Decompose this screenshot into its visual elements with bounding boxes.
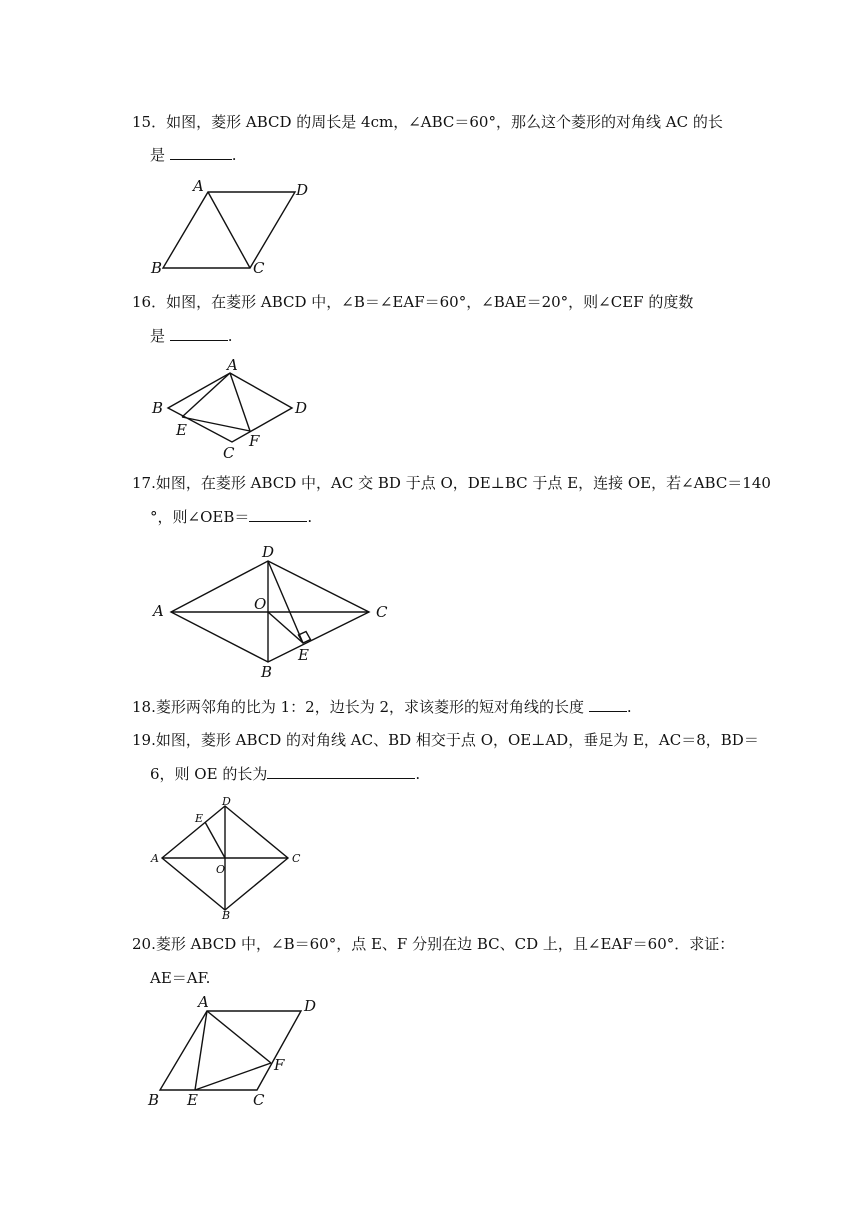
q15-label-a: A <box>193 177 204 195</box>
q16-label-d: D <box>295 399 308 417</box>
q20-label-d: D <box>304 997 317 1015</box>
q16-label-e: E <box>176 421 187 439</box>
q20-line2 <box>150 968 210 988</box>
q19-line1 <box>132 730 759 750</box>
q16-figure <box>140 355 320 460</box>
q20-number: 20. <box>132 935 156 953</box>
q19-line2 <box>150 764 420 784</box>
q19-label-o: O <box>216 863 226 876</box>
q17-label-b: B <box>261 663 273 681</box>
q17-label-a: A <box>153 602 164 620</box>
q15-text: 如图，菱形 ABCD 的周长是 4cm，∠ABC＝60°，那么这个菱形的对角线 AC 的长 <box>166 113 723 131</box>
q19-answer-blank <box>267 764 415 779</box>
q16-line2-before: 是 <box>150 327 166 345</box>
q16-label-c: C <box>223 444 235 462</box>
q17-line1 <box>132 473 771 493</box>
q16-segment-ef <box>182 417 250 431</box>
q20-line1 <box>132 934 734 954</box>
q19-number: 19. <box>132 731 156 749</box>
q16-line2 <box>150 326 233 346</box>
q16-label-f: F <box>249 432 260 450</box>
q16-line2-after: . <box>227 327 233 345</box>
q17-line2 <box>150 507 312 527</box>
q19-label-e: E <box>195 812 204 825</box>
q19-label-a: A <box>151 852 159 865</box>
q15-answer-blank <box>170 145 232 160</box>
q20-label-e: E <box>187 1091 198 1109</box>
q20-line2-text: AE＝AF. <box>150 969 211 987</box>
q19-line2-after: . <box>415 765 421 783</box>
q16-answer-blank <box>170 326 228 341</box>
q16-segment-ae <box>182 373 230 417</box>
q16-line1 <box>132 292 693 312</box>
q19-label-c: C <box>292 852 301 865</box>
q18-number: 18. <box>132 698 156 716</box>
q20-label-b: B <box>148 1091 160 1109</box>
q18-line1-after: . <box>626 698 632 716</box>
q17-text: 如图，在菱形 ABCD 中，AC 交 BD 于点 O，DE⊥BC 于点 E，连接 OE，若∠ABC＝140 <box>155 474 771 492</box>
q17-number: 17. <box>132 474 156 492</box>
q19-label-d: D <box>222 795 231 808</box>
q17-label-o: O <box>254 595 267 613</box>
q15-label-c: C <box>253 259 265 277</box>
q15-line1 <box>132 112 723 132</box>
q20-segment-af <box>207 1011 271 1063</box>
q20-label-f: F <box>274 1056 285 1074</box>
q15-line2 <box>150 145 237 165</box>
q17-line2-after: . <box>307 508 313 526</box>
q17-label-d: D <box>262 543 275 561</box>
q17-label-c: C <box>376 603 388 621</box>
q17-segment-de <box>268 561 303 643</box>
q17-figure <box>145 540 405 685</box>
q15-diagonal-ac <box>208 192 250 268</box>
q17-label-e: E <box>298 646 309 664</box>
q19-figure <box>145 795 315 925</box>
q15-label-d: D <box>296 181 309 199</box>
q19-line2-before: 6，则 OE 的长为 <box>150 765 268 783</box>
q20-segment-ae <box>195 1011 207 1090</box>
q15-label-b: B <box>151 259 163 277</box>
q19-segment-oe <box>205 822 225 858</box>
q16-label-a: A <box>227 356 238 374</box>
q17-segment-oe <box>268 612 303 643</box>
q17-answer-blank <box>249 507 307 522</box>
q17-line2-before: °，则∠OEB＝ <box>150 508 250 526</box>
q16-segment-af <box>230 373 250 431</box>
q19-label-b: B <box>222 909 231 922</box>
q15-number: 15． <box>132 113 167 131</box>
q20-figure <box>140 995 330 1110</box>
q16-label-b: B <box>152 399 164 417</box>
q20-label-a: A <box>198 993 209 1011</box>
q15-line2-after: . <box>231 146 237 164</box>
q16-number: 16． <box>132 293 167 311</box>
q18-line1 <box>132 697 632 717</box>
q20-label-c: C <box>253 1091 265 1109</box>
q15-line2-before: 是 <box>150 146 166 164</box>
q19-text: 如图，菱形 ABCD 的对角线 AC、BD 相交于点 O，OE⊥AD，垂足为 E，AC＝8，BD＝ <box>155 731 759 749</box>
q20-text: 菱形 ABCD 中，∠B＝60°，点 E、F 分别在边 BC、CD 上，且∠EAF＝60°．求证： <box>155 935 735 953</box>
q15-figure <box>140 175 320 280</box>
q20-rhombus <box>160 1011 301 1090</box>
q16-text: 如图，在菱形 ABCD 中，∠B＝∠EAF＝60°，∠BAE＝20°，则∠CEF 的度数 <box>166 293 694 311</box>
q18-answer-blank <box>589 697 627 712</box>
q18-text: 菱形两邻角的比为 1：2，边长为 2，求该菱形的短对角线的长度 <box>155 698 585 716</box>
